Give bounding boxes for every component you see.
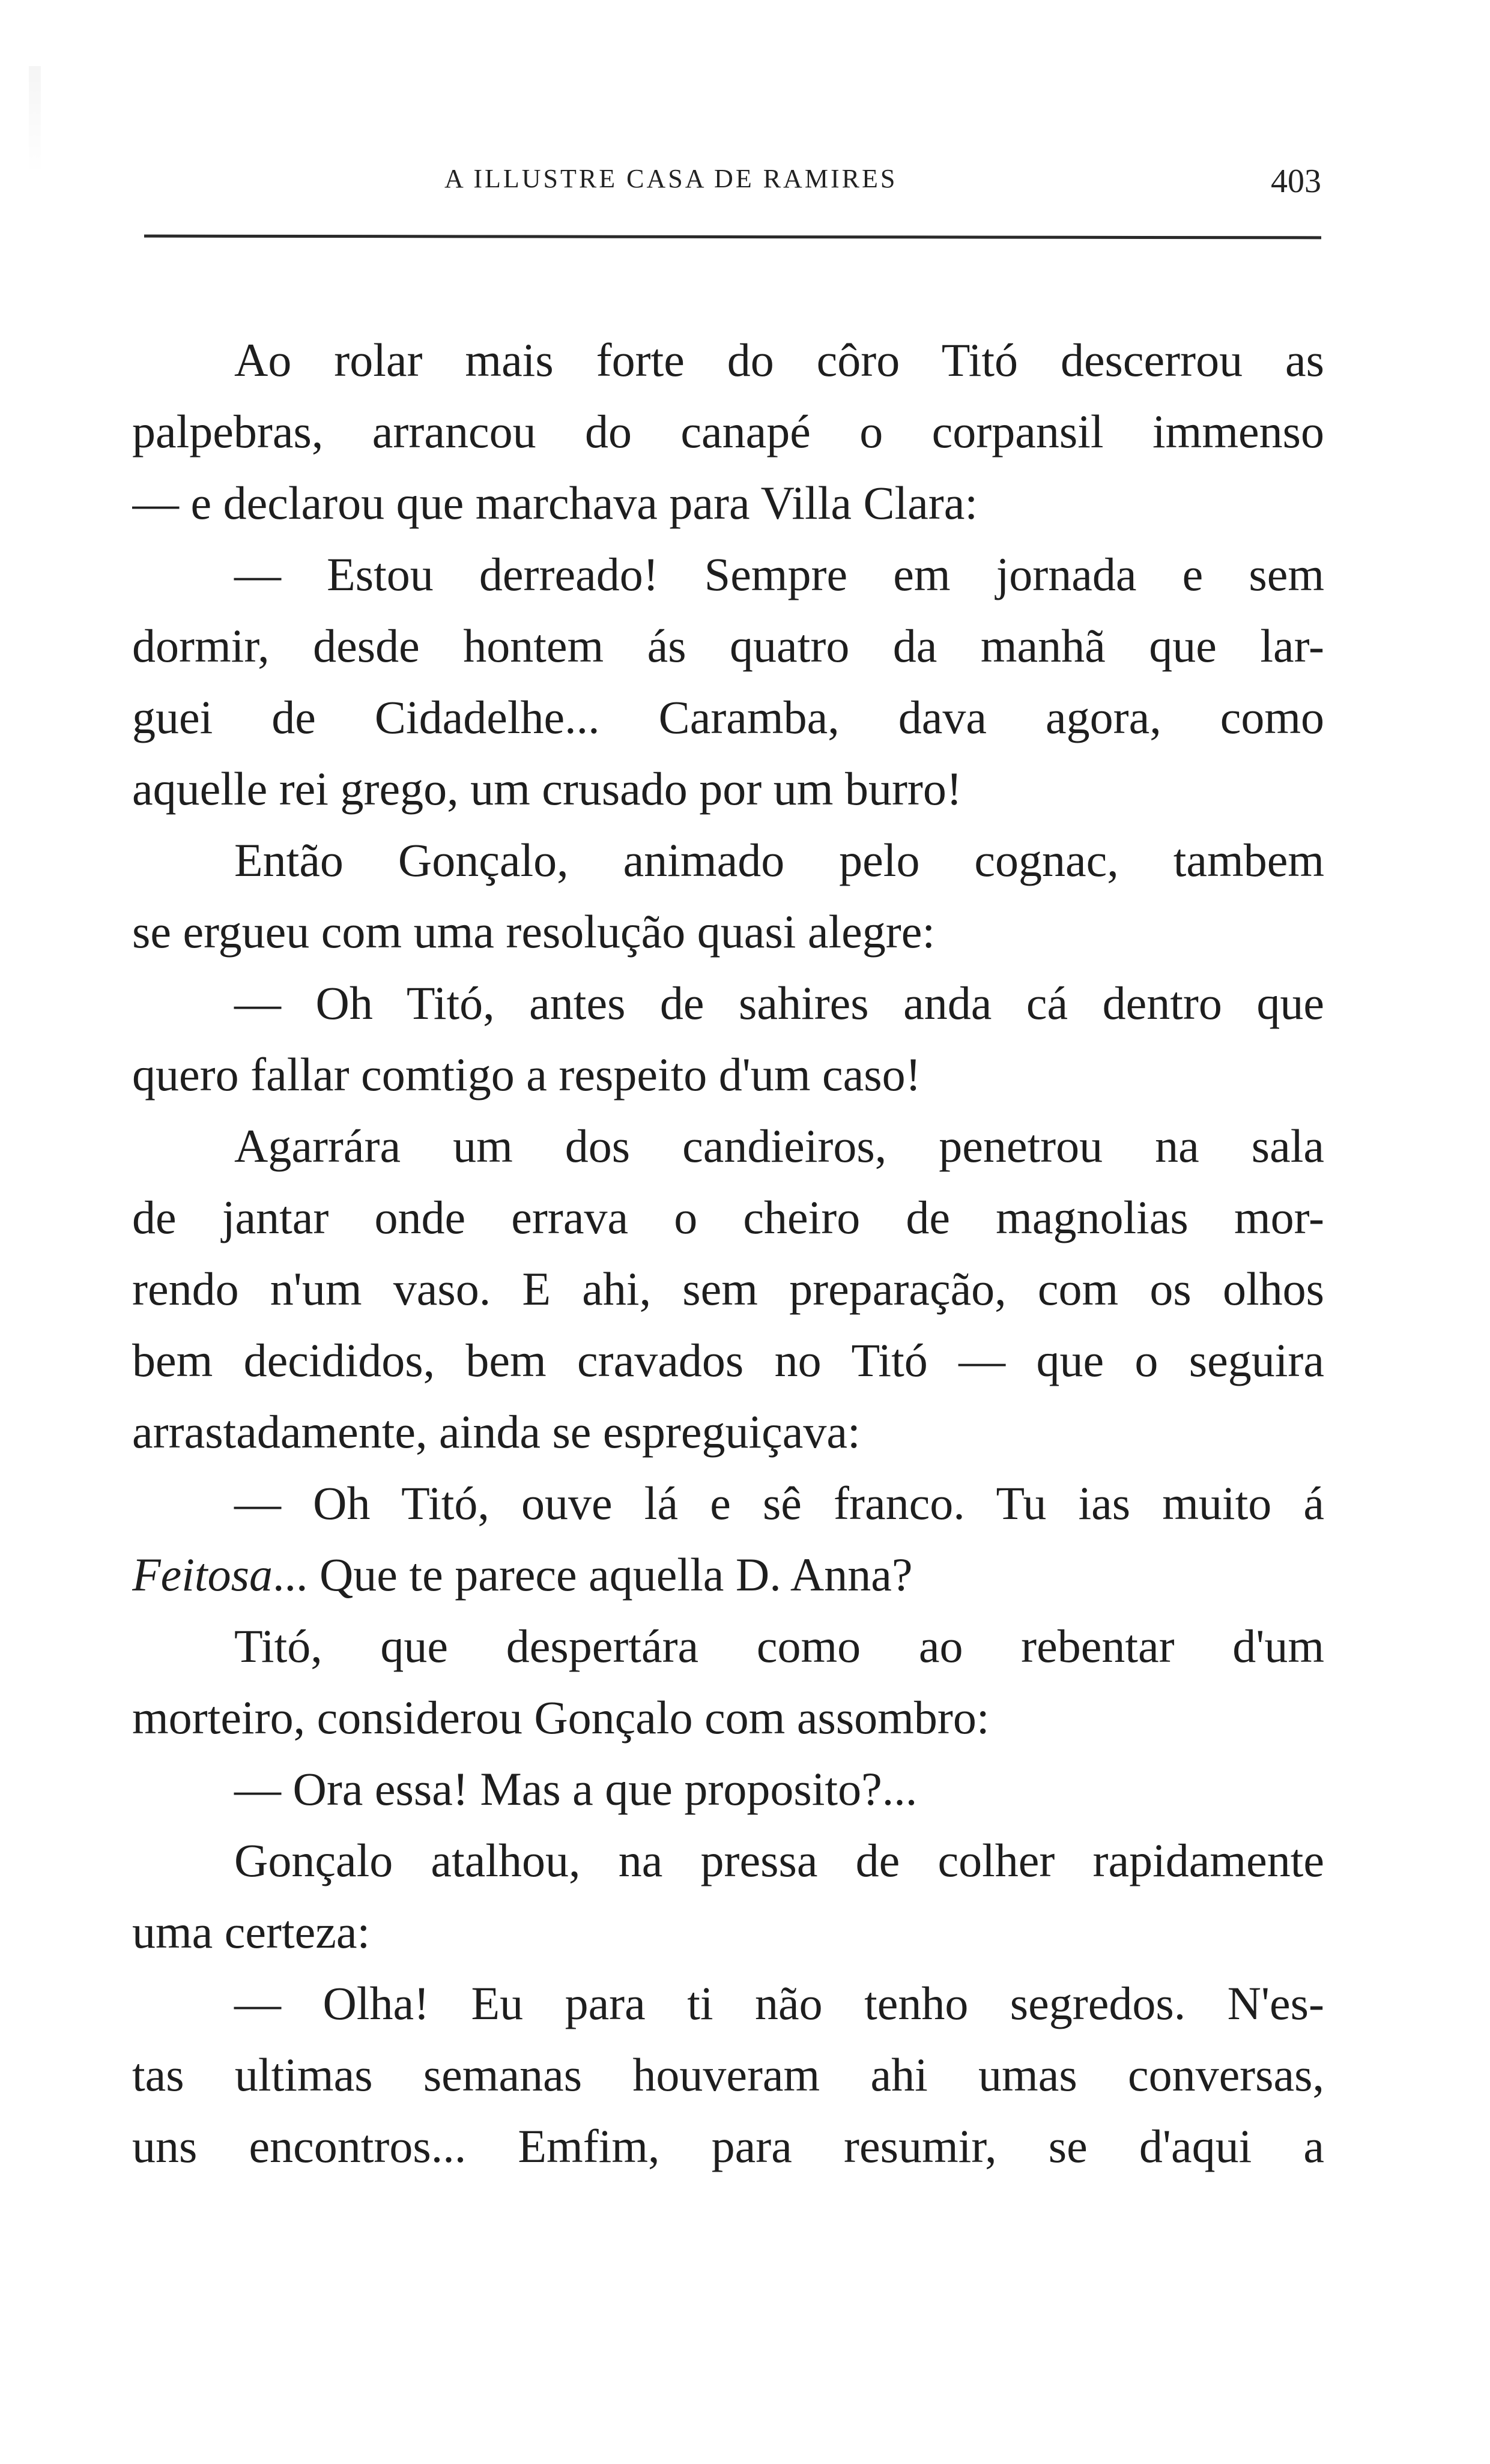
page-header	[144, 157, 1321, 205]
body-text	[132, 324, 1324, 2182]
text-line: Então Gonçalo, animado pelo cognac, tambem	[234, 834, 1324, 886]
text-line: de jantar onde errava o cheiro de magnolias mor-	[132, 1191, 1324, 1243]
text-line: arrastadamente, ainda se espreguiçava:	[132, 1406, 861, 1458]
text-line: bem decididos, bem cravados no Titó — que o seguira	[132, 1334, 1324, 1386]
text-line: — Oh Titó, antes de sahires anda cá dentro que	[234, 977, 1324, 1029]
text-line: — Oh Titó, ouve lá e sê franco. Tu ias muito á	[234, 1477, 1324, 1529]
running-title: A ILLUSTRE CASA DE RAMIRES	[444, 164, 898, 193]
text-line: — Ora essa! Mas a que proposito?...	[234, 1763, 918, 1815]
text-line: dormir, desde hontem ás quatro da manhã que lar-	[132, 620, 1324, 672]
text-line: morteiro, considerou Gonçalo com assombro:	[132, 1691, 990, 1744]
text-line: Feitosa... Que te parece aquella D. Anna?	[132, 1548, 913, 1601]
text-line: uma certeza:	[132, 1906, 371, 1958]
text-line: Ao rolar mais forte do côro Titó descerrou as	[234, 334, 1324, 386]
text-line: — Olha! Eu para ti não tenho segredos. N'es-	[234, 1977, 1324, 2029]
text-line: quero fallar comtigo a respeito d'um caso!	[132, 1048, 921, 1101]
text-line: aquelle rei grego, um crusado por um burro!	[132, 762, 962, 815]
text-line: Agarrára um dos candieiros, penetrou na sala	[234, 1120, 1324, 1172]
text-line: tas ultimas semanas houveram ahi umas conversas,	[132, 2049, 1324, 2101]
header-rule	[144, 235, 1321, 240]
text-line: Gonçalo atalhou, na pressa de colher rapidamente	[234, 1834, 1324, 1886]
page-smudge	[29, 66, 41, 174]
text-line: se ergueu com uma resolução quasi alegre:	[132, 905, 936, 958]
text-line: uns encontros... Emfim, para resumir, se d'aqui a	[132, 2120, 1324, 2172]
text-line: guei de Cidadelhe... Caramba, dava agora, como	[132, 691, 1324, 743]
italic-word: Feitosa	[132, 1548, 273, 1601]
text-line: Titó, que despertára como ao rebentar d'um	[234, 1620, 1324, 1672]
text-line: — Estou derreado! Sempre em jornada e sem	[234, 548, 1324, 600]
page-number: 403	[1271, 163, 1321, 200]
text-line: — e declarou que marchava para Villa Clara:	[132, 477, 978, 529]
text-line: palpebras, arrancou do canapé o corpansil immenso	[132, 405, 1324, 457]
text-line: rendo n'um vaso. E ahi, sem preparação, com os olhos	[132, 1263, 1324, 1315]
